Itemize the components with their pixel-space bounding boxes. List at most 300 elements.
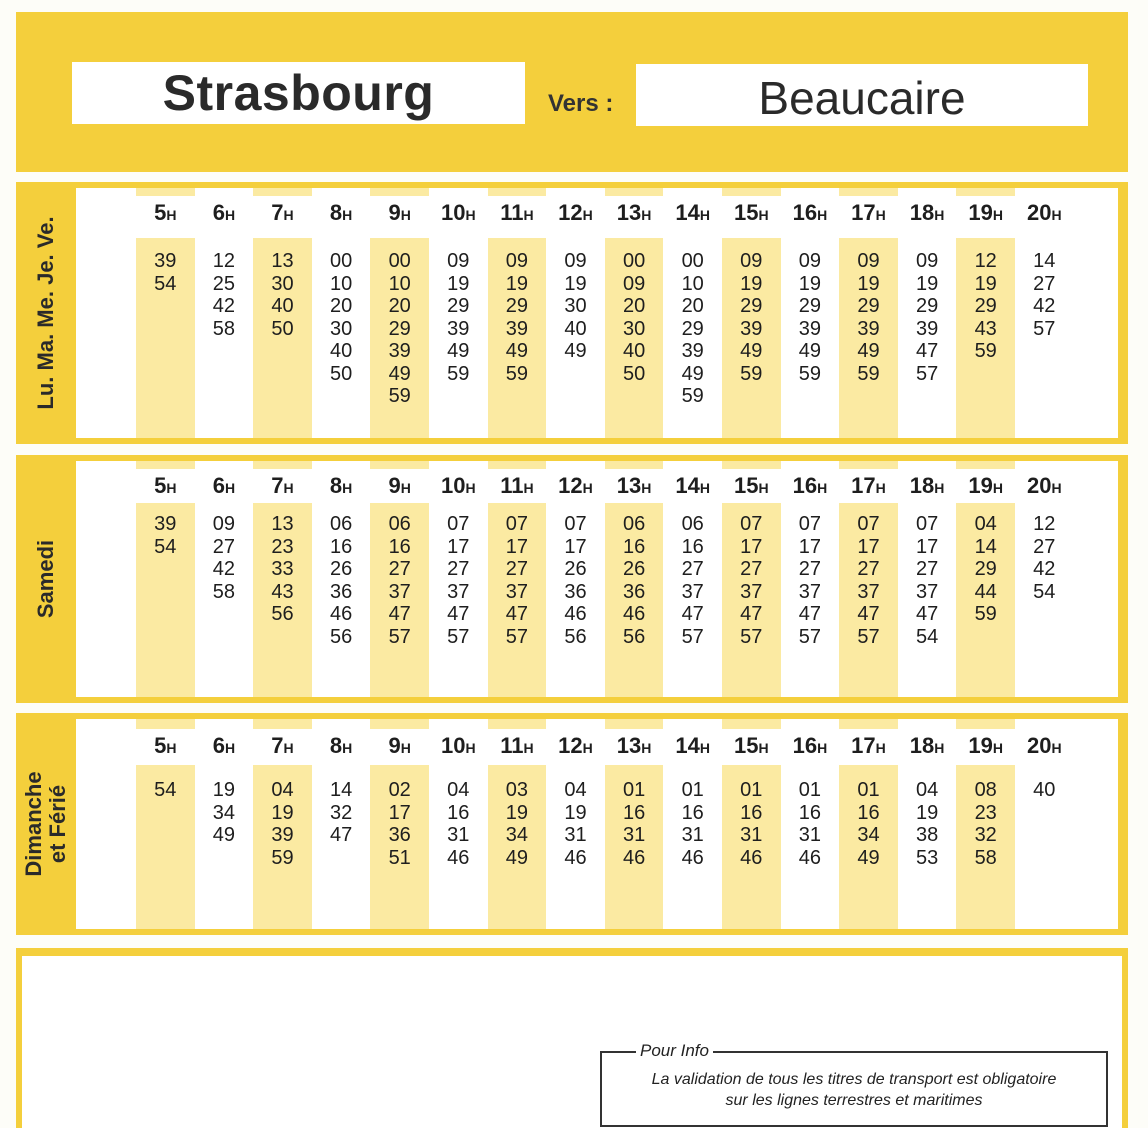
departure-minutes [898,250,957,385]
departure-minutes [136,779,195,802]
departure-minutes [546,250,605,363]
departure-minute: 53 [915,846,939,869]
hour-header: 20H [1026,733,1062,758]
departure-minute: 34 [505,824,529,846]
departure-minute: 54 [1033,580,1056,603]
departure-minute: 04 [974,513,997,535]
departure-minute: 49 [740,340,763,362]
departure-minute: 16 [681,801,704,824]
departure-minute: 32 [974,824,997,846]
departure-minute: 47 [915,340,939,362]
departure-minute: 34 [857,824,880,846]
departure-minute: 01 [857,779,880,801]
hour-header: 19H [968,473,1003,498]
departure-minute: 17 [915,535,939,558]
departure-minute: 54 [915,625,939,648]
departure-minute: 01 [798,779,822,801]
destination-box [636,64,1088,126]
departure-minute: 59 [447,362,470,385]
departure-minute: 39 [798,317,822,340]
departure-minutes [195,250,254,340]
hour-header: 16H [792,200,828,225]
departure-minute: 31 [681,824,704,846]
departure-minute: 10 [329,272,353,295]
departure-minute: 50 [271,317,294,340]
departure-minutes [253,513,312,626]
departure-minute: 00 [681,250,704,272]
departure-minute: 01 [740,779,763,801]
departure-minutes [1015,513,1074,603]
departure-minute: 19 [857,272,880,295]
departure-minute: 01 [681,779,704,801]
departure-minute: 57 [505,625,529,648]
departure-minute: 39 [740,317,763,340]
timetable-header [16,12,1128,172]
departure-minutes [898,513,957,648]
hour-header: 16H [792,733,828,758]
departure-minute: 33 [271,558,294,580]
schedule-grid [76,719,1118,929]
hour-header: 13H [616,473,652,498]
info-panel-inner [22,956,1122,1128]
departure-minute: 40 [271,295,294,317]
departure-minute: 44 [974,580,997,603]
departure-minute: 06 [388,513,411,535]
departure-minutes [1015,779,1074,802]
departure-minute: 46 [681,846,704,869]
departure-minute: 26 [622,558,646,580]
departure-minute: 49 [505,846,529,869]
departure-minute: 39 [388,340,411,362]
departure-minute: 09 [915,250,939,272]
departure-minute: 29 [798,295,822,317]
departure-minute: 57 [798,625,822,648]
departure-minute: 16 [681,535,704,558]
departure-minute: 04 [447,779,470,801]
departure-minute: 27 [1033,535,1056,558]
departure-minute: 09 [622,272,646,295]
hour-header: 11H [500,473,534,498]
departure-minute: 36 [388,824,411,846]
departure-minutes [429,513,488,648]
departure-minute: 50 [329,362,353,385]
departure-minutes [136,513,195,558]
departure-minute: 00 [388,250,411,272]
hour-header: 5H [154,473,177,498]
departure-minute: 30 [271,272,294,295]
hour-header: 10H [440,200,476,225]
departure-minute: 19 [271,801,294,824]
departure-minute: 08 [974,779,997,801]
departure-minute: 06 [622,513,646,535]
departure-minute: 06 [329,513,353,535]
departure-minutes [722,250,781,385]
sunday-holiday-timetable [16,713,1128,935]
departure-minute: 57 [1033,317,1056,340]
departure-minute: 50 [622,362,646,385]
saturday-timetable [16,455,1128,703]
departure-minute: 57 [388,625,411,648]
departure-minute: 19 [740,272,763,295]
hour-header: 15H [733,200,769,225]
departure-minute: 32 [329,801,353,824]
departure-minutes [781,779,840,869]
departure-minute: 46 [798,846,822,869]
departure-minutes [956,250,1015,363]
departure-minute: 07 [857,513,880,535]
departure-minute: 27 [212,535,236,558]
departure-minutes [722,513,781,648]
departure-minute: 49 [681,362,704,385]
departure-minute: 06 [681,513,704,535]
departure-minute: 59 [974,340,997,362]
departure-minute: 40 [564,317,587,340]
departure-minute: 29 [915,295,939,317]
departure-minute: 27 [857,558,880,580]
departure-minute: 09 [505,250,529,272]
departure-minute: 27 [447,558,470,580]
departure-minute: 56 [329,625,353,648]
info-line-2: sur les lignes terrestres et maritimes [725,1092,983,1109]
departure-minute: 49 [212,824,236,846]
hour-header: 8H [329,200,353,225]
departure-minute: 20 [329,295,353,317]
departure-minute: 17 [564,535,587,558]
departure-minute: 27 [388,558,411,580]
departure-minute: 09 [564,250,587,272]
departure-minute: 59 [388,385,411,407]
departure-minutes [312,250,371,385]
departure-minute: 47 [681,603,704,625]
departure-minute: 10 [388,272,411,295]
departure-minute: 37 [388,580,411,603]
departure-minute: 47 [798,603,822,625]
departure-minute: 49 [388,362,411,385]
hour-header: 13H [616,733,652,758]
departure-minute: 59 [974,603,997,625]
hour-header: 17H [851,733,886,758]
departure-minute: 16 [622,801,646,824]
departure-minutes [839,513,898,648]
weekday-timetable [16,182,1128,444]
departure-minute: 39 [271,824,294,846]
departure-minute: 40 [329,340,353,362]
departure-minutes [781,250,840,385]
departure-minutes [839,779,898,869]
departure-minute: 17 [740,535,763,558]
departure-minute: 39 [857,317,880,340]
departure-minute: 09 [798,250,822,272]
departure-minute: 43 [974,317,997,340]
departure-minute: 14 [1033,250,1056,272]
departure-minute: 19 [915,272,939,295]
departure-minute: 20 [681,295,704,317]
departure-minute: 30 [564,295,587,317]
departure-minutes [370,779,429,869]
departure-minute: 19 [564,272,587,295]
departure-minute: 16 [388,535,411,558]
departure-minute: 37 [798,580,822,603]
departure-minute: 19 [212,779,236,801]
departure-minutes [370,513,429,648]
hour-header: 12H [558,200,593,225]
departure-minute: 07 [740,513,763,535]
departure-minute: 17 [505,535,529,558]
departure-minute: 16 [622,535,646,558]
departure-minute: 40 [1033,779,1056,801]
hour-header: 18H [909,733,945,758]
departure-minutes [663,250,722,408]
departure-minute: 49 [505,340,529,362]
departure-minute: 37 [447,580,470,603]
departure-minute: 09 [857,250,880,272]
departure-minute: 17 [798,535,822,558]
info-line-1: La validation de tous les titres de transport est obligatoire [651,1071,1057,1088]
departure-minutes [136,250,195,295]
departure-minute: 17 [388,801,411,824]
departure-minute: 27 [915,558,939,580]
departure-minute: 27 [1033,272,1056,295]
departure-minute: 58 [212,317,236,340]
hour-header: 5H [154,200,177,225]
hour-header: 16H [792,473,828,498]
departure-minute: 07 [564,513,587,535]
departure-minute: 30 [622,317,646,340]
departure-minute: 46 [740,846,763,869]
departure-minutes [722,779,781,869]
departure-minutes [546,779,605,869]
hour-header: 13H [616,200,652,225]
hour-header: 14H [675,200,710,225]
departure-minute: 12 [974,250,997,272]
departure-minute: 23 [271,535,294,558]
origin-box [72,62,525,124]
departure-minute: 19 [915,801,939,824]
direction-label: Vers : [548,90,614,117]
departure-minute: 42 [1033,558,1056,580]
departure-minute: 46 [622,846,646,869]
hour-header: 19H [968,733,1003,758]
hour-header: 18H [909,200,945,225]
departure-minute: 30 [329,317,353,340]
hour-header: 14H [675,733,710,758]
section-label-box [16,455,76,703]
hour-header: 15H [733,733,769,758]
section-label: Samedi [33,539,58,619]
departure-minute: 17 [447,535,470,558]
departure-minutes [605,513,664,648]
hour-header: 7H [271,473,294,498]
departure-minute: 19 [564,801,587,824]
departure-minute: 16 [447,801,470,824]
departure-minutes [956,779,1015,869]
departure-minute: 31 [622,824,646,846]
departure-minute: 07 [447,513,470,535]
departure-minute: 20 [622,295,646,317]
hour-header: 8H [329,473,353,498]
departure-minute: 31 [798,824,822,846]
departure-minute: 07 [505,513,529,535]
departure-minute: 07 [798,513,822,535]
departure-minute: 56 [271,603,294,625]
departure-minutes [1015,250,1074,340]
departure-minute: 19 [505,801,529,824]
departure-minute: 47 [329,824,353,846]
departure-minute: 59 [681,385,704,407]
departure-minute: 04 [271,779,294,801]
departure-minute: 26 [329,558,353,580]
departure-minute: 58 [212,580,236,603]
departure-minute: 04 [915,779,939,801]
departure-minute: 29 [857,295,880,317]
departure-minutes [312,513,371,648]
departure-minutes [195,513,254,603]
section-label-box [16,713,76,935]
departure-minute: 25 [212,272,236,295]
departure-minute: 46 [622,603,646,625]
departure-minute: 31 [564,824,587,846]
departure-minute: 16 [798,801,822,824]
departure-minute: 47 [915,603,939,625]
departure-minute: 39 [447,317,470,340]
departure-minute: 57 [681,625,704,648]
departure-minute: 29 [388,317,411,340]
departure-minute: 27 [798,558,822,580]
departure-minutes [898,779,957,869]
section-label: Dimanche et Férié [21,771,70,877]
hour-header: 17H [851,200,886,225]
departure-minute: 58 [974,846,997,869]
departure-minute: 39 [154,513,177,535]
hour-header: 7H [271,733,294,758]
destination-stop: Beaucaire [758,72,966,124]
departure-minute: 39 [154,250,177,272]
departure-minute: 20 [388,295,411,317]
departure-minute: 42 [212,558,236,580]
hour-header: 10H [440,473,476,498]
departure-minute: 04 [564,779,587,801]
departure-minute: 10 [681,272,704,295]
departure-minute: 49 [798,340,822,362]
departure-minute: 59 [798,362,822,385]
departure-minute: 47 [740,603,763,625]
departure-minute: 37 [857,580,880,603]
departure-minute: 02 [388,779,411,801]
departure-minutes [663,513,722,648]
departure-minute: 00 [329,250,353,272]
departure-minute: 27 [505,558,529,580]
hour-header: 10H [440,733,476,758]
departure-minute: 51 [388,846,411,869]
departure-minute: 26 [564,558,587,580]
origin-stop: Strasbourg [162,65,435,121]
departure-minute: 37 [681,580,704,603]
info-panel [16,948,1128,1128]
departure-minute: 54 [154,272,177,295]
departure-minutes [956,513,1015,626]
departure-minute: 49 [857,340,880,362]
departure-minute: 47 [857,603,880,625]
departure-minute: 19 [505,272,529,295]
departure-minute: 42 [212,295,236,317]
departure-minute: 12 [212,250,236,272]
departure-minutes [488,779,547,869]
schedule-grid [76,188,1118,438]
departure-minute: 29 [740,295,763,317]
departure-minute: 56 [622,625,646,648]
departure-minutes [546,513,605,648]
hour-header: 20H [1026,473,1062,498]
departure-minute: 39 [915,317,939,340]
departure-minutes [781,513,840,648]
hour-header: 14H [675,473,710,498]
departure-minute: 46 [564,603,587,625]
departure-minute: 38 [915,824,939,846]
departure-minute: 14 [974,535,997,558]
departure-minute: 47 [447,603,470,625]
departure-minute: 16 [857,801,880,824]
departure-minutes [605,250,664,385]
departure-minute: 09 [212,513,236,535]
info-title: Pour Info [636,1041,713,1061]
departure-minute: 17 [857,535,880,558]
departure-minute: 59 [505,362,529,385]
departure-minute: 47 [505,603,529,625]
schedule-grid [76,461,1118,697]
departure-minutes [370,250,429,408]
departure-minute: 39 [505,317,529,340]
departure-minute: 40 [622,340,646,362]
departure-minute: 54 [154,779,177,801]
departure-minutes [429,779,488,869]
departure-minute: 47 [388,603,411,625]
departure-minute: 59 [857,362,880,385]
departure-minute: 37 [740,580,763,603]
hour-header: 18H [909,473,945,498]
departure-minutes [253,250,312,340]
info-text [602,1069,1106,1111]
hour-header: 9H [388,733,411,758]
departure-minute: 31 [740,824,763,846]
departure-minute: 43 [271,580,294,603]
departure-minutes [663,779,722,869]
hour-header: 17H [851,473,886,498]
departure-minute: 27 [740,558,763,580]
hour-header: 11H [500,733,534,758]
departure-minute: 29 [974,558,997,580]
departure-minutes [312,779,371,847]
hour-header: 20H [1026,200,1062,225]
departure-minute: 36 [329,580,353,603]
departure-minute: 19 [798,272,822,295]
hour-header: 6H [212,733,236,758]
departure-minute: 36 [622,580,646,603]
hour-header: 9H [388,200,411,225]
departure-minutes [839,250,898,385]
departure-minute: 37 [505,580,529,603]
departure-minute: 29 [974,295,997,317]
hour-header: 5H [154,733,177,758]
hour-header: 6H [212,473,236,498]
hour-header: 6H [212,200,236,225]
hour-header: 7H [271,200,294,225]
departure-minute: 56 [564,625,587,648]
departure-minute: 57 [915,362,939,385]
departure-minutes [605,779,664,869]
departure-minute: 57 [857,625,880,648]
departure-minute: 27 [681,558,704,580]
departure-minutes [488,513,547,648]
